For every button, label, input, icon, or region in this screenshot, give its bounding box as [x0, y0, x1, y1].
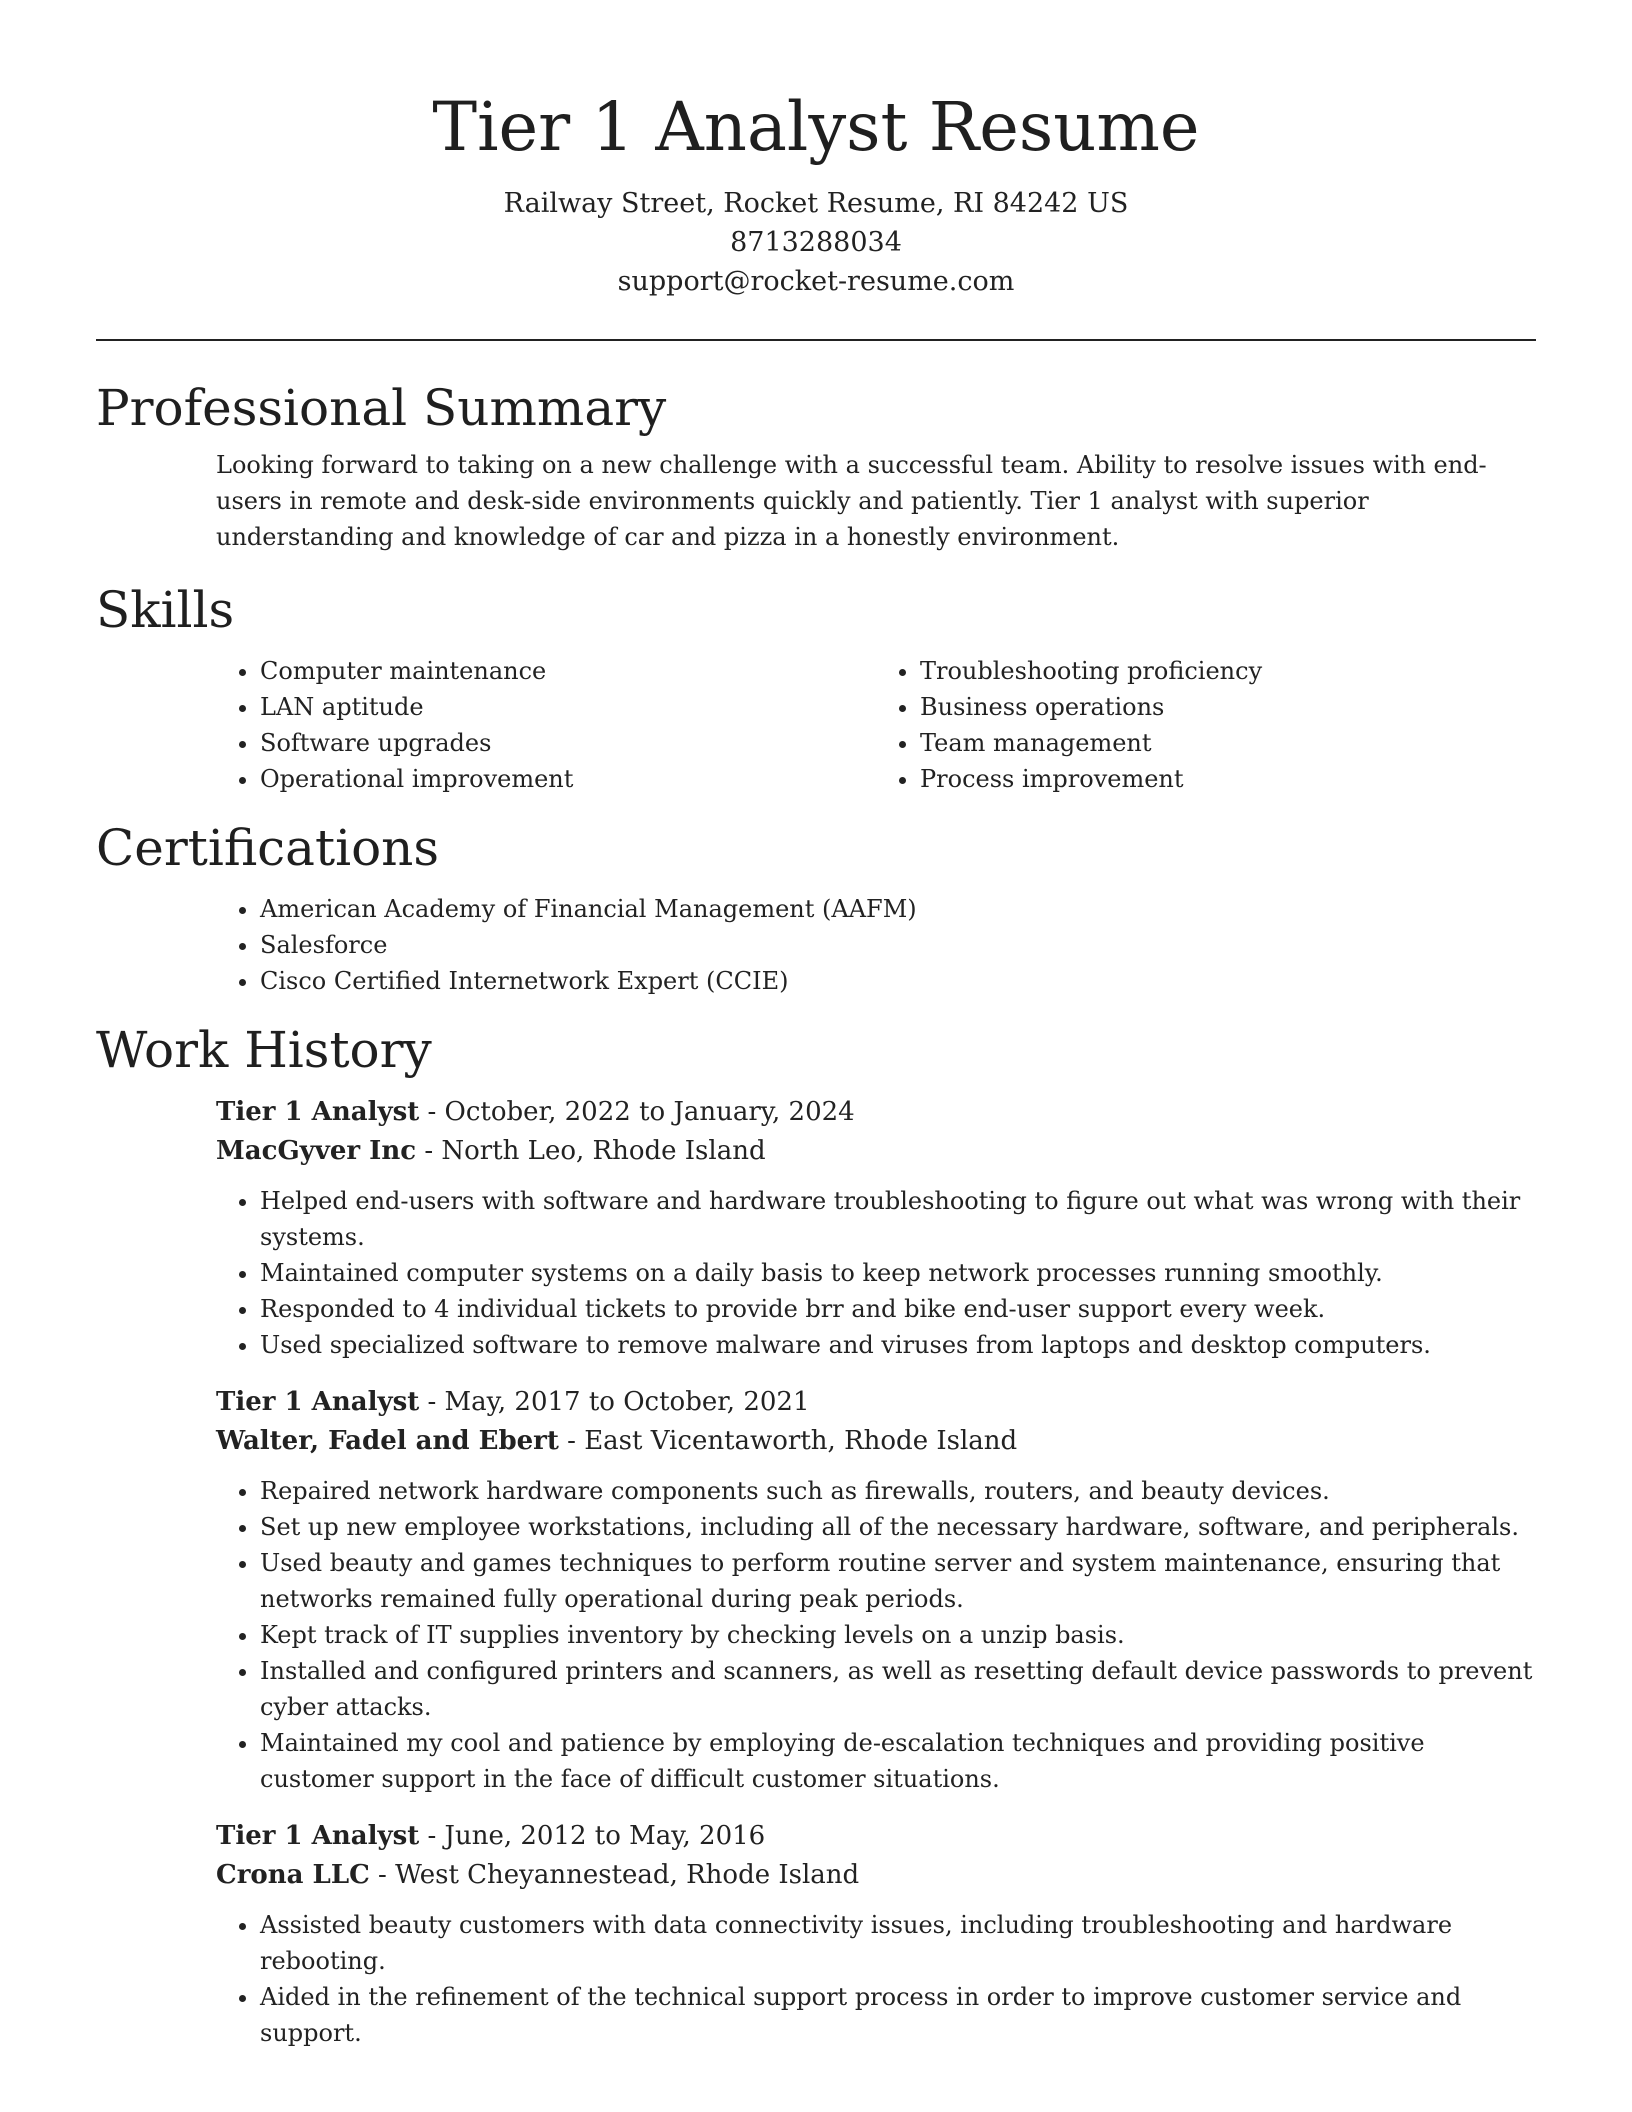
job-location: - East Vicentaworth, Rhode Island: [558, 1426, 1018, 1456]
job-location: - West Cheyannestead, Rhode Island: [369, 1860, 860, 1890]
job-dates: - October, 2022 to January, 2024: [419, 1097, 855, 1127]
certification-item: • American Academy of Financial Management (AAFM): [260, 891, 1536, 927]
job-bullet: • Aided in the refinement of the technical support process in order to improve customer service and support.: [260, 1979, 1536, 2051]
job-bullet: • Maintained computer systems on a daily basis to keep network processes running smoothly.: [260, 1255, 1536, 1291]
header-divider: [96, 339, 1536, 341]
work-history-heading: Work History: [96, 1021, 432, 1079]
job-entry: [216, 1093, 1536, 1171]
skill-item: • Business operations: [920, 689, 1536, 725]
job-bullet: • Kept track of IT supplies inventory by checking levels on a unzip basis.: [260, 1617, 1536, 1653]
certification-item: • Cisco Certified Internetwork Expert (CCIE): [260, 963, 1536, 999]
job-bullet: • Responded to 4 individual tickets to provide brr and bike end-user support every week.: [260, 1291, 1536, 1327]
job-title-line: [216, 1093, 1536, 1132]
certifications-heading: Certifications: [96, 819, 440, 877]
job-bullet: • Assisted beauty customers with data connectivity issues, including troubleshooting and hardware rebooting.: [260, 1907, 1536, 1979]
certification-item: • Salesforce: [260, 927, 1536, 963]
skill-item: • Team management: [920, 725, 1536, 761]
job-title-line: [216, 1817, 1536, 1856]
contact-phone: 8713288034: [730, 227, 902, 258]
skill-item: • Process improvement: [920, 761, 1536, 797]
job-entry: [216, 1383, 1536, 1461]
job-bullet: • Used beauty and games techniques to perform routine server and system maintenance, ensuring that networks remained fully operational during peak periods.: [260, 1545, 1536, 1617]
job-title: Tier 1 Analyst: [216, 1097, 420, 1127]
skill-item: • Software upgrades: [260, 725, 876, 761]
skills-list: [216, 653, 1536, 797]
skills-column-left: [216, 653, 876, 797]
job-bullet: • Maintained my cool and patience by employing de-escalation techniques and providing positive customer support in the face of difficult customer situations.: [260, 1725, 1536, 1797]
job-bullet: • Repaired network hardware components such as firewalls, routers, and beauty devices.: [260, 1473, 1536, 1509]
skill-item: • Computer maintenance: [260, 653, 876, 689]
job-entry: [216, 1817, 1536, 1895]
summary-heading: Professional Summary: [96, 379, 667, 437]
skill-item: • LAN aptitude: [260, 689, 876, 725]
job-company-line: [216, 1132, 1536, 1171]
contact-address: Railway Street, Rocket Resume, RI 84242 US: [503, 188, 1129, 219]
job-company-line: [216, 1856, 1536, 1895]
skill-item: • Troubleshooting proficiency: [920, 653, 1536, 689]
skills-heading: Skills: [96, 581, 235, 639]
job-bullet: • Installed and configured printers and scanners, as well as resetting default device passwords to prevent cyber attacks.: [260, 1653, 1536, 1725]
job-bullets: [216, 1183, 1536, 1363]
job-bullet: • Set up new employee workstations, including all of the necessary hardware, software, and peripherals.: [260, 1509, 1536, 1545]
job-title-line: [216, 1383, 1536, 1422]
job-title: Tier 1 Analyst: [216, 1387, 420, 1417]
job-title: Tier 1 Analyst: [216, 1821, 420, 1851]
certifications-list: [216, 891, 1536, 999]
job-company: MacGyver Inc: [216, 1136, 417, 1166]
job-company: Walter, Fadel and Ebert: [216, 1426, 559, 1456]
job-location: - North Leo, Rhode Island: [416, 1136, 766, 1166]
job-bullet: • Used specialized software to remove malware and viruses from laptops and desktop computers.: [260, 1327, 1536, 1363]
job-bullets: [216, 1473, 1536, 1797]
job-bullets: [216, 1907, 1536, 2051]
job-dates: - May, 2017 to October, 2021: [419, 1387, 810, 1417]
job-company-line: [216, 1422, 1536, 1461]
skill-item: • Operational improvement: [260, 761, 876, 797]
skills-column-right: [876, 653, 1536, 797]
summary-text: Looking forward to taking on a new challenge with a successful team. Ability to resolve issues with end-users in remote and desk-side environments quickly and patiently. Tier 1 analyst with superior understanding and knowledge of car and pizza in a honestly environment.: [216, 451, 1487, 551]
contact-email: support@rocket-resume.com: [617, 266, 1015, 297]
job-bullet: • Helped end-users with software and hardware troubleshooting to figure out what was wrong with their systems.: [260, 1183, 1536, 1255]
resume-title: Tier 1 Analyst Resume: [432, 88, 1200, 166]
contact-block: [96, 184, 1536, 301]
job-dates: - June, 2012 to May, 2016: [419, 1821, 766, 1851]
job-company: Crona LLC: [216, 1860, 370, 1890]
